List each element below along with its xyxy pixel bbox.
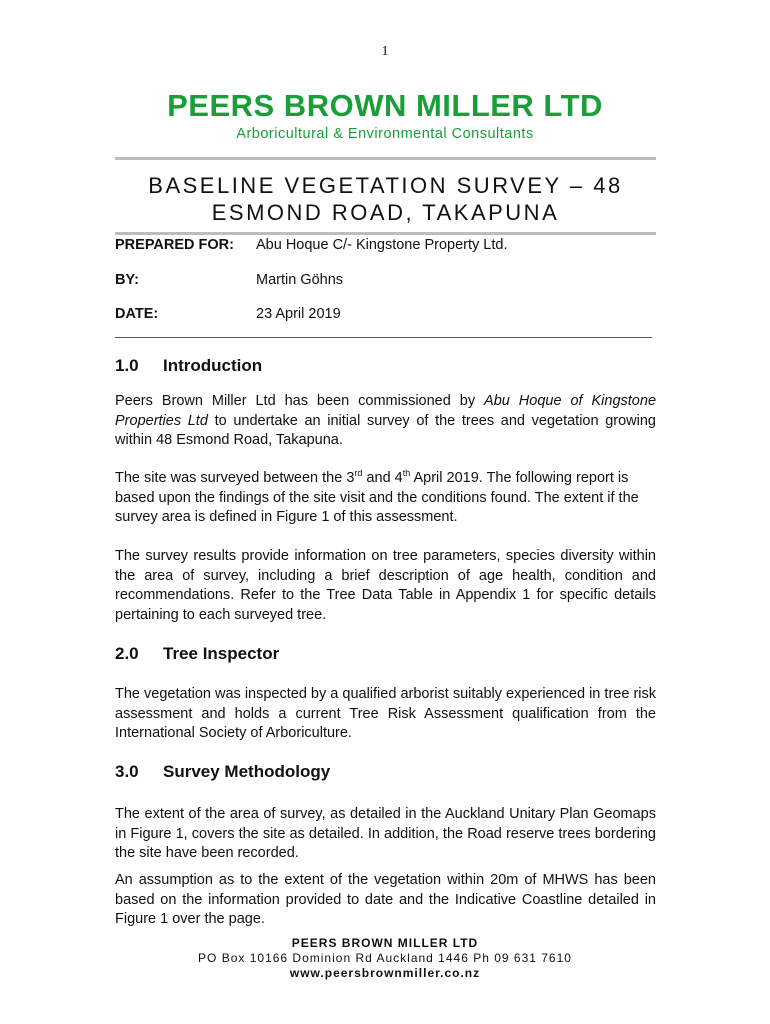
- title-line-2: ESMOND ROAD, TAKAPUNA: [211, 200, 560, 225]
- intro-paragraph-2: [115, 469, 656, 528]
- intro-paragraph-1: [115, 392, 656, 451]
- intro-p1-text-b: to undertake an initial survey of the trees and vegetation growing within 48 Esmond Road, Takapuna.: [115, 412, 656, 448]
- section-title: Survey Methodology: [163, 762, 331, 781]
- date-value: 23 April 2019: [256, 306, 341, 322]
- footer-website: www.peersbrownmiller.co.nz: [289, 966, 481, 980]
- section-number: 2.0: [115, 644, 139, 663]
- intro-p1-text-a: Peers Brown Miller Ltd has been commissioned by: [115, 393, 485, 409]
- methodology-paragraph-1: The extent of the area of survey, as detailed in the Auckland Unitary Plan Geomaps in Figure 1, covers the site as detailed. In addition, the Road reserve trees bordering the site have been recorded.: [115, 806, 656, 861]
- meta-divider: [115, 337, 652, 338]
- company-name: PEERS BROWN MILLER LTD: [167, 88, 603, 123]
- date-label: DATE:: [115, 306, 159, 322]
- section-title: Introduction: [163, 356, 263, 375]
- section-number: 3.0: [115, 762, 139, 781]
- intro-paragraph-3: The survey results provide information on tree parameters, species diversity within the area of survey, including a brief description of age health, condition and recommendations. Refer to the Tree Data Table in Appendix 1 for specific details pertaining to each surveyed tree.: [115, 548, 656, 623]
- methodology-paragraph-2: An assumption as to the extent of the vegetation within 20m of MHWS has been based on the information provided to date and the Indicative Coastline detailed in Figure 1 over the page.: [115, 872, 656, 927]
- by-label: BY:: [115, 272, 139, 288]
- intro-p1-client: Abu Hoque of Kingstone Properties Ltd: [115, 393, 657, 429]
- prepared-for-label: PREPARED FOR:: [115, 237, 234, 253]
- intro-p2-text-c: April 2019. The following report is based upon the findings of the site visit and the conditions found. The extent if the survey area is defined in Figure 1 of this assessment.: [115, 470, 639, 525]
- header-divider: [115, 157, 656, 160]
- by-value: Martin Göhns: [256, 272, 344, 288]
- section-heading-tree-inspector: [115, 644, 279, 664]
- prepared-for-value: Abu Hoque C/- Kingstone Property Ltd.: [256, 237, 508, 253]
- company-tagline: Arboricultural & Environmental Consultants: [236, 126, 534, 142]
- section-heading-introduction: [115, 356, 262, 376]
- intro-p2-text-a: The site was surveyed between the 3: [115, 470, 355, 486]
- section-title: Tree Inspector: [163, 644, 280, 663]
- intro-p2-text-b: and 4: [362, 470, 403, 486]
- page-number: 1: [381, 44, 389, 59]
- document-title: [115, 172, 656, 226]
- footer-company: PEERS BROWN MILLER LTD: [291, 936, 479, 950]
- footer-address: PO Box 10166 Dominion Rd Auckland 1446 Ph 09 631 7610: [198, 951, 572, 965]
- intro-p2-sup-1: rd: [354, 468, 363, 479]
- title-line-1: BASELINE VEGETATION SURVEY – 48: [148, 173, 623, 198]
- section-heading-survey-methodology: [115, 762, 330, 782]
- section-number: 1.0: [115, 356, 139, 375]
- title-divider: [115, 232, 656, 235]
- intro-p2-sup-2: th: [402, 468, 411, 479]
- inspector-paragraph-1: The vegetation was inspected by a qualified arborist suitably experienced in tree risk assessment and holds a current Tree Risk Assessment qualification from the International Society of Arboriculture.: [115, 686, 656, 741]
